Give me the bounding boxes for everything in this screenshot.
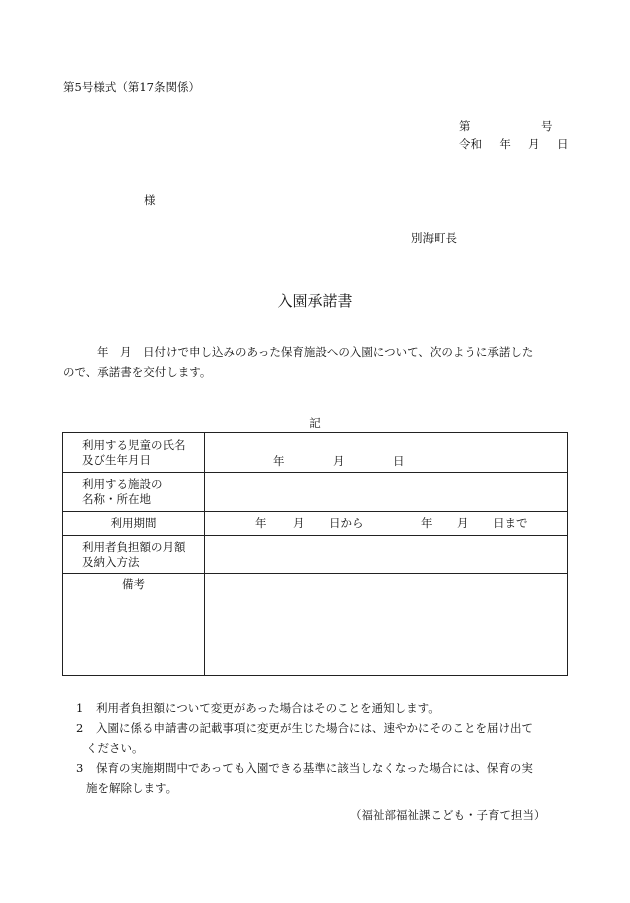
table-row	[63, 433, 568, 473]
value-monthly-fee-payment	[205, 536, 568, 574]
note-item	[76, 718, 556, 758]
period-to-year: 年	[421, 516, 433, 530]
record-table	[62, 432, 568, 676]
document-title: 入園承諾書	[277, 292, 353, 310]
label-line: 及び生年月日	[82, 452, 151, 467]
addressee-suffix: 様	[144, 193, 156, 207]
note-text: 保育の実施期間中であっても入園できる基準に該当しなくなった場合には、保育の実	[96, 761, 533, 775]
label-line: 及納入方法	[82, 554, 140, 569]
label-usage-period	[63, 512, 205, 536]
note-item	[76, 698, 556, 718]
date-day: 日	[556, 137, 569, 151]
date-year: 年	[499, 137, 511, 151]
form-number: 第5号様式（第17条関係）	[63, 80, 200, 94]
note-item	[76, 758, 556, 798]
period-to-month: 月	[457, 516, 469, 530]
table-row	[63, 574, 568, 676]
table-row	[63, 536, 568, 574]
body-line-2: ので、承諾書を交付します。	[63, 365, 212, 379]
label-line: 利用期間	[110, 516, 157, 530]
issue-date-line	[459, 139, 568, 151]
label-line: 利用者負担額の月額	[82, 539, 186, 554]
label-facility-name-address	[63, 473, 205, 512]
note-number: 2	[76, 721, 84, 735]
value-child-name-birthdate	[205, 433, 568, 473]
note-continuation: ください。	[86, 741, 144, 755]
label-remarks	[63, 574, 205, 676]
label-child-name-birthdate	[63, 433, 205, 473]
label-line: 備考	[122, 577, 145, 591]
table-row	[63, 473, 568, 512]
ki-label: 記	[309, 416, 321, 430]
issuer-name: 別海町長	[411, 231, 457, 245]
value-facility-name-address	[205, 473, 568, 512]
date-month: 月	[528, 137, 540, 151]
date-era: 令和	[459, 137, 482, 151]
period-from-day: 日から	[329, 516, 364, 530]
notes-list	[76, 698, 556, 798]
period-from-month: 月	[293, 516, 305, 530]
value-remarks	[205, 574, 568, 676]
document-number-suffix: 号	[541, 119, 553, 133]
note-text: 入園に係る申請書の記載事項に変更が生じた場合には、速やかにそのことを届け出て	[96, 721, 533, 735]
birth-day: 日	[393, 454, 405, 468]
body-paragraph	[63, 342, 553, 382]
note-number: 3	[76, 761, 84, 775]
body-line-1: 年 月 日付けで申し込みのあった保育施設への入園について、次のように承諾した	[97, 345, 534, 359]
label-line: 利用する児童の氏名	[82, 437, 186, 452]
value-usage-period	[205, 512, 568, 536]
label-line: 名称・所在地	[82, 492, 151, 506]
period-from-year: 年	[255, 516, 267, 530]
department-contact: （福祉部福祉課こども・子育て担当）	[350, 808, 546, 822]
period-to-day: 日まで	[493, 516, 528, 530]
birth-month: 月	[333, 454, 345, 468]
birth-year: 年	[273, 454, 285, 468]
label-monthly-fee-payment	[63, 536, 205, 574]
label-line: 利用する施設の	[82, 477, 163, 491]
note-text: 利用者負担額について変更があった場合はそのことを通知します。	[96, 701, 440, 715]
note-number: 1	[76, 701, 84, 715]
table-row	[63, 512, 568, 536]
note-continuation: 施を解除します。	[86, 781, 178, 795]
document-number-prefix: 第	[459, 119, 471, 133]
